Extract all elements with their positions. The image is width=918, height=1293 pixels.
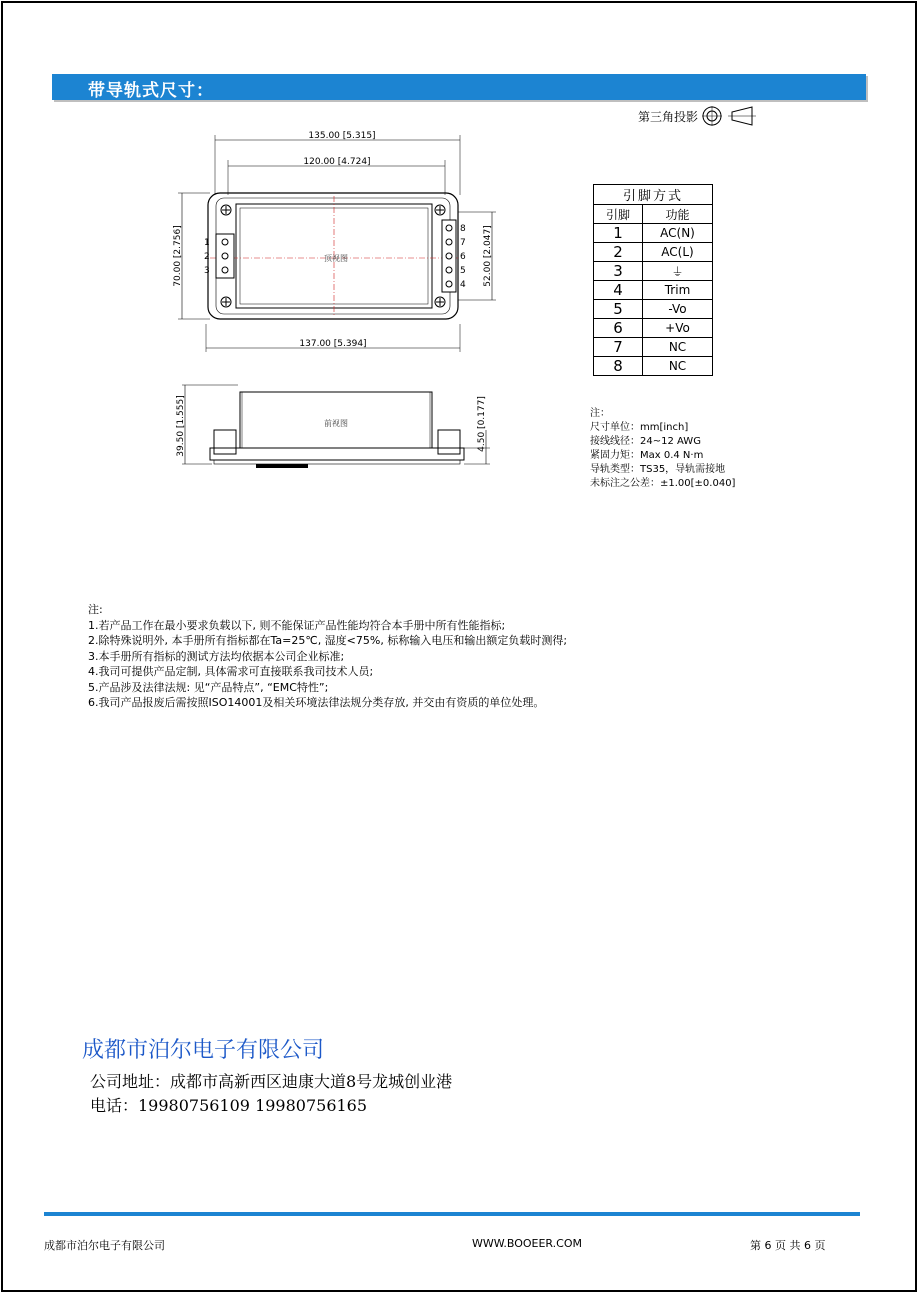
table-row	[594, 262, 713, 281]
ground-icon: ⏚	[643, 262, 713, 281]
pin-table	[593, 184, 713, 376]
front-view-label: 前视图	[324, 419, 348, 428]
left-pin-3: 3	[204, 266, 210, 276]
company-info	[82, 1033, 452, 1118]
pin-table-title: 引脚方式	[594, 185, 713, 205]
third-angle-projection-icon	[702, 104, 758, 128]
pin-number: 1	[594, 224, 643, 243]
pin-function: -Vo	[643, 300, 713, 319]
pin-number: 3	[594, 262, 643, 281]
dim-depth-small: 4.50 [0.177]	[477, 396, 487, 452]
general-note: 注:	[88, 603, 103, 616]
drawing-note: 未标注之公差：±1.00[±0.040]	[590, 478, 736, 489]
pin-number: 7	[594, 338, 643, 357]
dim-height-total: 70.00 [2.756]	[173, 225, 183, 287]
drawing-note: 紧固力矩：Max 0.4 N·m	[590, 450, 704, 461]
mechanical-drawing	[170, 130, 510, 490]
drawing-notes	[590, 407, 735, 491]
pin-function: NC	[643, 357, 713, 376]
pin-function: NC	[643, 338, 713, 357]
table-row	[594, 338, 713, 357]
dim-width-outer: 135.00 [5.315]	[308, 131, 376, 141]
general-note: 2.除特殊说明外, 本手册所有指标都在Ta=25℃, 湿度<75%, 标称输入电压和输出额定负载时测得;	[88, 634, 568, 647]
pin-function: +Vo	[643, 319, 713, 338]
right-pin-5: 5	[460, 266, 466, 276]
company-address: 公司地址：成都市高新西区迪康大道8号龙城创业港	[90, 1072, 453, 1091]
left-pin-1: 1	[204, 238, 210, 248]
table-row	[594, 243, 713, 262]
section-title-bar	[52, 74, 866, 100]
pin-number: 6	[594, 319, 643, 338]
right-pin-8: 8	[460, 224, 466, 234]
table-row	[594, 300, 713, 319]
pin-function: AC(L)	[643, 243, 713, 262]
general-note: 4.我司可提供产品定制, 具体需求可直接联系我司技术人员;	[88, 665, 374, 678]
dim-width-base: 137.00 [5.394]	[299, 339, 367, 349]
general-note: 6.我司产品报废后需按照ISO14001及相关环境法律法规分类存放, 并交由有资质的单位处理。	[88, 696, 545, 709]
footer-divider	[44, 1212, 860, 1216]
company-phone: 电话：19980756109 19980756165	[90, 1096, 368, 1115]
right-pin-7: 7	[460, 238, 466, 248]
function-col-header: 功能	[643, 205, 713, 224]
dim-width-inner: 120.00 [4.724]	[303, 157, 371, 167]
pin-number: 8	[594, 357, 643, 376]
table-row	[594, 281, 713, 300]
pin-number: 5	[594, 300, 643, 319]
right-pin-4: 4	[460, 280, 466, 290]
general-note: 3.本手册所有指标的测试方法均依据本公司企业标准;	[88, 649, 345, 663]
top-view-label: 顶视图	[324, 254, 348, 263]
footer-page-number: 第 6 页 共 6 页	[750, 1239, 826, 1252]
dim-height-inner: 52.00 [2.047]	[483, 225, 493, 287]
pin-function: AC(N)	[643, 224, 713, 243]
general-note: 1.若产品工作在最小要求负载以下, 则不能保证产品性能均符合本手册中所有性能指标;	[88, 618, 506, 632]
right-pin-6: 6	[460, 252, 466, 262]
projection-label: 第三角投影	[638, 109, 699, 124]
footer-company: 成都市泊尔电子有限公司	[44, 1239, 165, 1252]
section-title: 带导轨式尺寸：	[88, 81, 214, 101]
pin-function: Trim	[643, 281, 713, 300]
company-name: 成都市泊尔电子有限公司	[82, 1038, 325, 1063]
projection-symbol	[638, 104, 758, 128]
drawing-note: 注：	[590, 408, 610, 419]
general-note: 5.产品涉及法律法规: 见“产品特点”, “EMC特性”;	[88, 680, 329, 694]
pin-col-header: 引脚	[594, 205, 643, 224]
table-row	[594, 319, 713, 338]
drawing-note: 尺寸单位：mm[inch]	[590, 422, 689, 433]
general-notes	[88, 602, 567, 711]
pin-number: 4	[594, 281, 643, 300]
table-row	[594, 357, 713, 376]
table-row	[594, 224, 713, 243]
dim-depth-total: 39.50 [1.555]	[176, 395, 186, 457]
left-pin-2: 2	[204, 252, 210, 262]
drawing-note: 接线线径：24~12 AWG	[590, 436, 701, 447]
drawing-note: 导轨类型：TS35，导轨需接地	[590, 464, 726, 475]
footer-website[interactable]: WWW.BOOEER.COM	[472, 1237, 583, 1250]
pin-number: 2	[594, 243, 643, 262]
